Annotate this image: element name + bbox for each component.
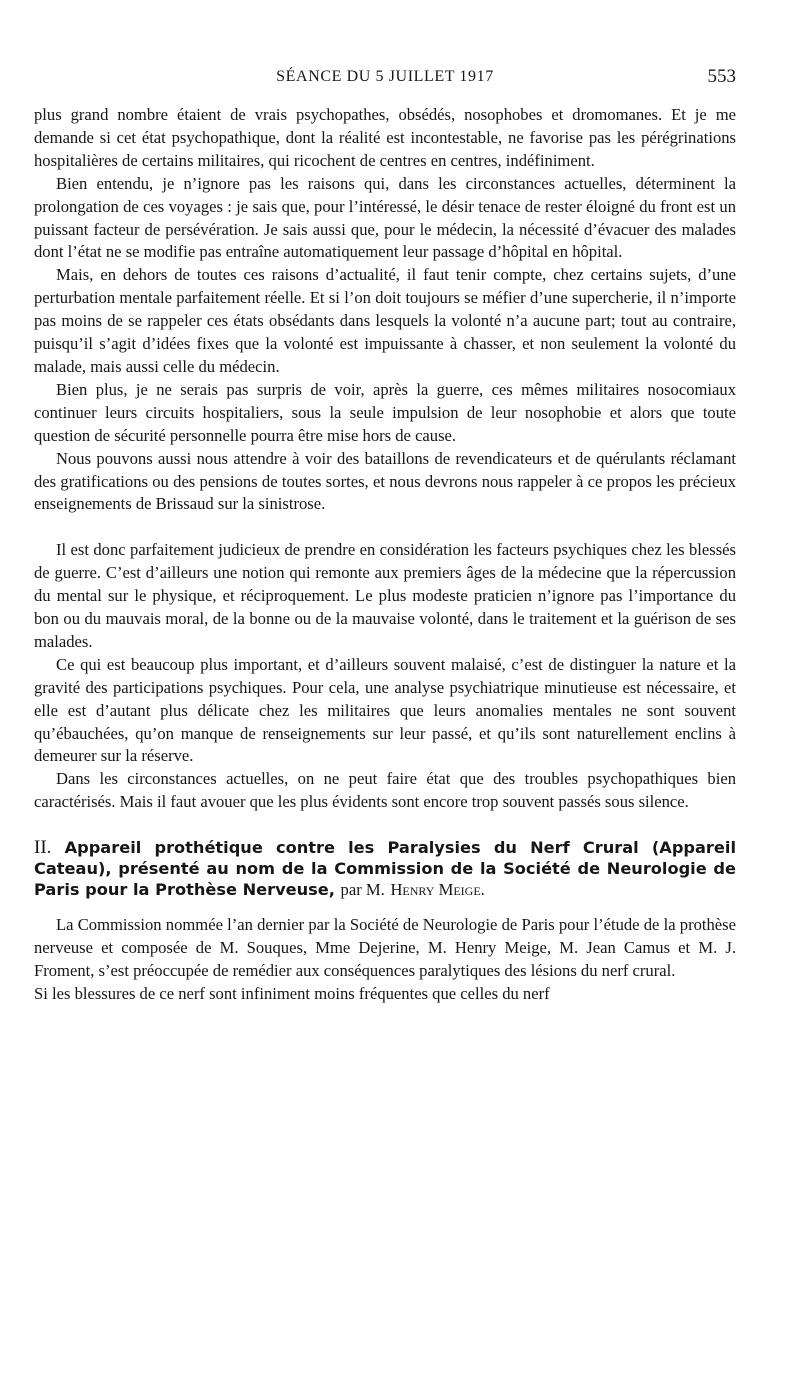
paragraph-1: plus grand nombre étaient de vrais psychopathes, obsédés, nosophobes et dromomanes. Et je me demande si cet état psychopathique, dont la réalité est incontestable, ne favorise pas les pérégrinations hospitalières de certains militaires, qui ricochent de centres en centres, indéfiniment. xyxy=(34,105,736,170)
section-author-prefix: par M. xyxy=(340,880,385,900)
section-author: Henry Meige. xyxy=(390,880,485,900)
paragraph-4: Bien plus, je ne serais pas surpris de voir, après la guerre, ces mêmes militaires nosocomiaux continuer leurs circuits hospitaliers, sous la seule impulsion de leur nosophobie et alors que toute question de sécurité personnelle pourra être mise hors de cause. xyxy=(34,379,736,445)
paragraph-2: Bien entendu, je n’ignore pas les raisons qui, dans les circonstances actuelles, déterminent la prolongation de ces voyages : je sais que, pour l’intéressé, le désir tenace de rester éloigné du front est un puissant facteur de persévération. Je sais aussi que, pour le médecin, la nécessité d’évacuer des malades dont l’état ne se modifie pas entraîne automatiquement leur passage d’hôpital en hôpital. xyxy=(34,173,736,262)
paragraph-5: Nous pouvons aussi nous attendre à voir des bataillons de revendicateurs et de quérulants réclamant des gratifications ou des pensions de toutes sortes, et nous devrons nous rappeler à ce propos les précieux enseignements de Brissaud sur la sinistrose. xyxy=(34,448,736,514)
body-text xyxy=(34,104,736,1006)
running-head xyxy=(34,62,736,92)
paragraph-7: Ce qui est beaucoup plus important, et d’ailleurs souvent malaisé, c’est de distinguer la nature et la gravité des participations psychiques. Pour cela, une analyse psychiatrique minutieuse est nécessaire, et elle est d’autant plus délicate chez les militaires que leurs anomalies mentales ne sont souvent qu’ébauchées, qu’on manque de renseignements sur leur passé, et qu’ils sont naturellement enclins à demeurer sur la réserve. xyxy=(34,654,736,766)
section-paragraph-2: Si les blessures de ce nerf sont infiniment moins fréquentes que celles du nerf xyxy=(34,983,550,1003)
page-number: 553 xyxy=(707,66,736,87)
paragraph-gap xyxy=(34,516,736,539)
running-title: SÉANCE DU 5 JUILLET 1917 xyxy=(276,68,494,85)
section-body-gap xyxy=(34,900,736,914)
paragraph-6: Il est donc parfaitement judicieux de prendre en considération les facteurs psychiques chez les blessés de guerre. C’est d’ailleurs une notion qui remonte aux premiers âges de la médecine que la répercussion du mental sur le physique, et réciproquement. Le plus modeste praticien n’ignore pas l’importance du bon ou du mauvais moral, de la bonne ou de la mauvaise volonté, dans le traitement et la guérison de ses malades. xyxy=(34,540,736,651)
section-paragraph-1: La Commission nommée l’an dernier par la Société de Neurologie de Paris pour l’étude de la prothèse nerveuse et composée de M. Souques, Mme Dejerine, M. Henry Meige, M. Jean Camus et M. J. Froment, s’est préoccupée de remédier aux conséquences paralytiques des lésions du nerf crural. xyxy=(34,915,736,980)
section-number: II. xyxy=(34,837,52,859)
section-heading xyxy=(34,837,736,900)
paragraph-3: Mais, en dehors de toutes ces raisons d’actualité, il faut tenir compte, chez certains sujets, d’une perturbation mentale parfaitement réelle. Et si l’on doit toujours se méfier d’une supercherie, il n’importe pas moins de se rappeler ces états obsédants dans lesquels la volonté n’a aucune part; tout au contraire, puisqu’il s’agit d’idées fixes que la volonté est impuissante à chasser, et non seulement la volonté du malade, mais aussi celle du médecin. xyxy=(34,265,736,376)
section-title: Appareil prothétique contre les Paralysies du Nerf Crural (Appareil Cateau), présenté au nom de la Commission de la Société de Neurologie de Paris pour la Prothèse Nerveuse, xyxy=(34,838,736,900)
section-gap xyxy=(34,814,736,837)
paragraph-8: Dans les circonstances actuelles, on ne peut faire état que des troubles psychopathiques bien caractérisés. Mais il faut avouer que les plus évidents sont encore trop souvent passés sous silence. xyxy=(34,769,736,812)
